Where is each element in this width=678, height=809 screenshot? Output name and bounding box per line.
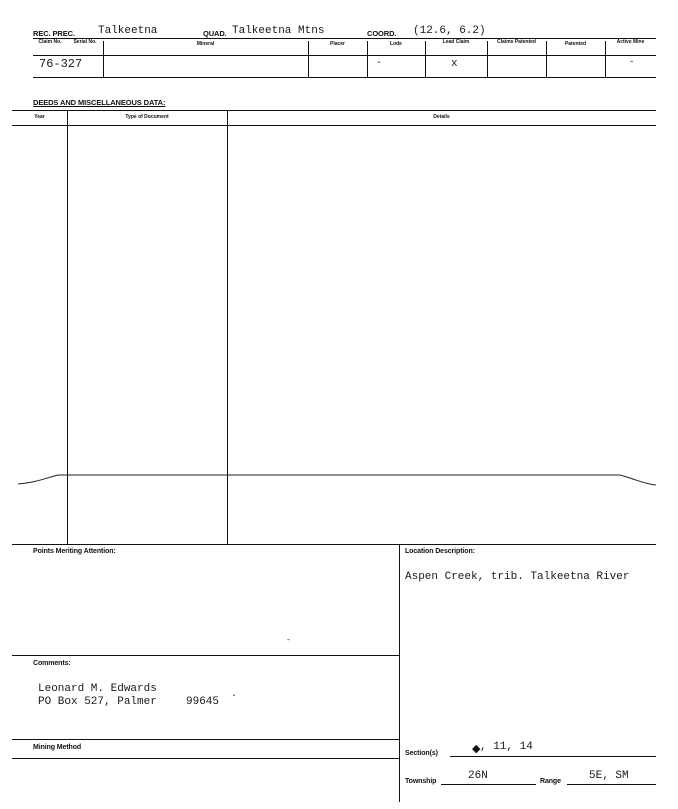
lower-divider [399, 544, 400, 802]
col-mineral: Mineral [196, 41, 215, 47]
col-placer: Placer [329, 41, 345, 47]
location-description-label: Location Description: [405, 548, 475, 555]
deeds-title: DEEDS AND MISCELLANEOUS DATA: [33, 98, 166, 107]
stray-mark: - [286, 636, 291, 645]
comments-top-rule [12, 655, 399, 656]
section-value: , 11, 14 [480, 741, 533, 753]
lead-claim-value: x [451, 58, 458, 70]
claims-table [33, 38, 656, 78]
range-underline [567, 784, 656, 785]
active-mine-value: - [629, 57, 635, 67]
comments-zip: 99645 [186, 696, 220, 708]
col-divider [308, 41, 309, 77]
mining-method-top-rule [12, 739, 399, 740]
col-active-mine: Active Mine [616, 39, 645, 45]
range-label: Range [540, 778, 561, 785]
deeds-bottom-rule [12, 544, 656, 545]
mining-method-rule [12, 758, 399, 759]
township-label: Township [405, 778, 437, 785]
section-label: Section(s) [405, 750, 438, 757]
comments-line-2: PO Box 527, Palmer [38, 696, 157, 708]
table-bottom-rule [33, 77, 656, 78]
points-meriting-attention-label: Points Meriting Attention: [33, 548, 116, 555]
col-year: Year [34, 114, 45, 120]
rec-prec-value: Talkeetna [98, 25, 158, 37]
deeds-top-rule [12, 110, 656, 111]
lode-value: - [376, 58, 383, 69]
col-details: Details [433, 114, 450, 120]
section-underline [450, 756, 656, 757]
col-patented: Patented [564, 41, 587, 47]
coord-label: COORD. [367, 29, 397, 38]
township-underline [441, 784, 536, 785]
coord-value: (12.6, 6.2) [413, 25, 486, 37]
col-lode: Lode [390, 41, 402, 47]
quad-value: Talkeetna Mtns [232, 25, 325, 37]
col-claims-patented: Claims Patented [497, 39, 536, 45]
claim-no-value: 76-327 [39, 57, 83, 71]
col-serial-no: Serial No. [73, 39, 97, 45]
location-description-text: Aspen Creek, trib. Talkeetna River [405, 571, 630, 583]
col-divider [487, 41, 488, 77]
col-divider [605, 41, 606, 77]
table-header-rule [33, 55, 656, 56]
quad-label: QUAD. [203, 29, 227, 38]
comments-label: Comments: [33, 660, 71, 667]
rec-prec-label: REC. PREC. [33, 29, 75, 38]
comments-line-1: Leonard M. Edwards [38, 683, 157, 695]
col-divider [103, 41, 104, 77]
mining-method-label: Mining Method [33, 744, 82, 751]
comments-mark: · [231, 691, 238, 702]
col-claim-no: Claim No. [38, 39, 62, 45]
section-ink-mark: ◆ [472, 743, 481, 755]
range-value: 5E, SM [589, 770, 629, 782]
col-divider [425, 41, 426, 77]
col-divider [367, 41, 368, 77]
col-divider [546, 41, 547, 77]
township-value: 26N [468, 770, 488, 782]
col-lead-claim: Lead Claim [442, 39, 470, 45]
deeds-header-rule [12, 125, 656, 126]
col-type-of-document: Type of Document [125, 114, 169, 120]
page-fold-line [0, 466, 678, 492]
